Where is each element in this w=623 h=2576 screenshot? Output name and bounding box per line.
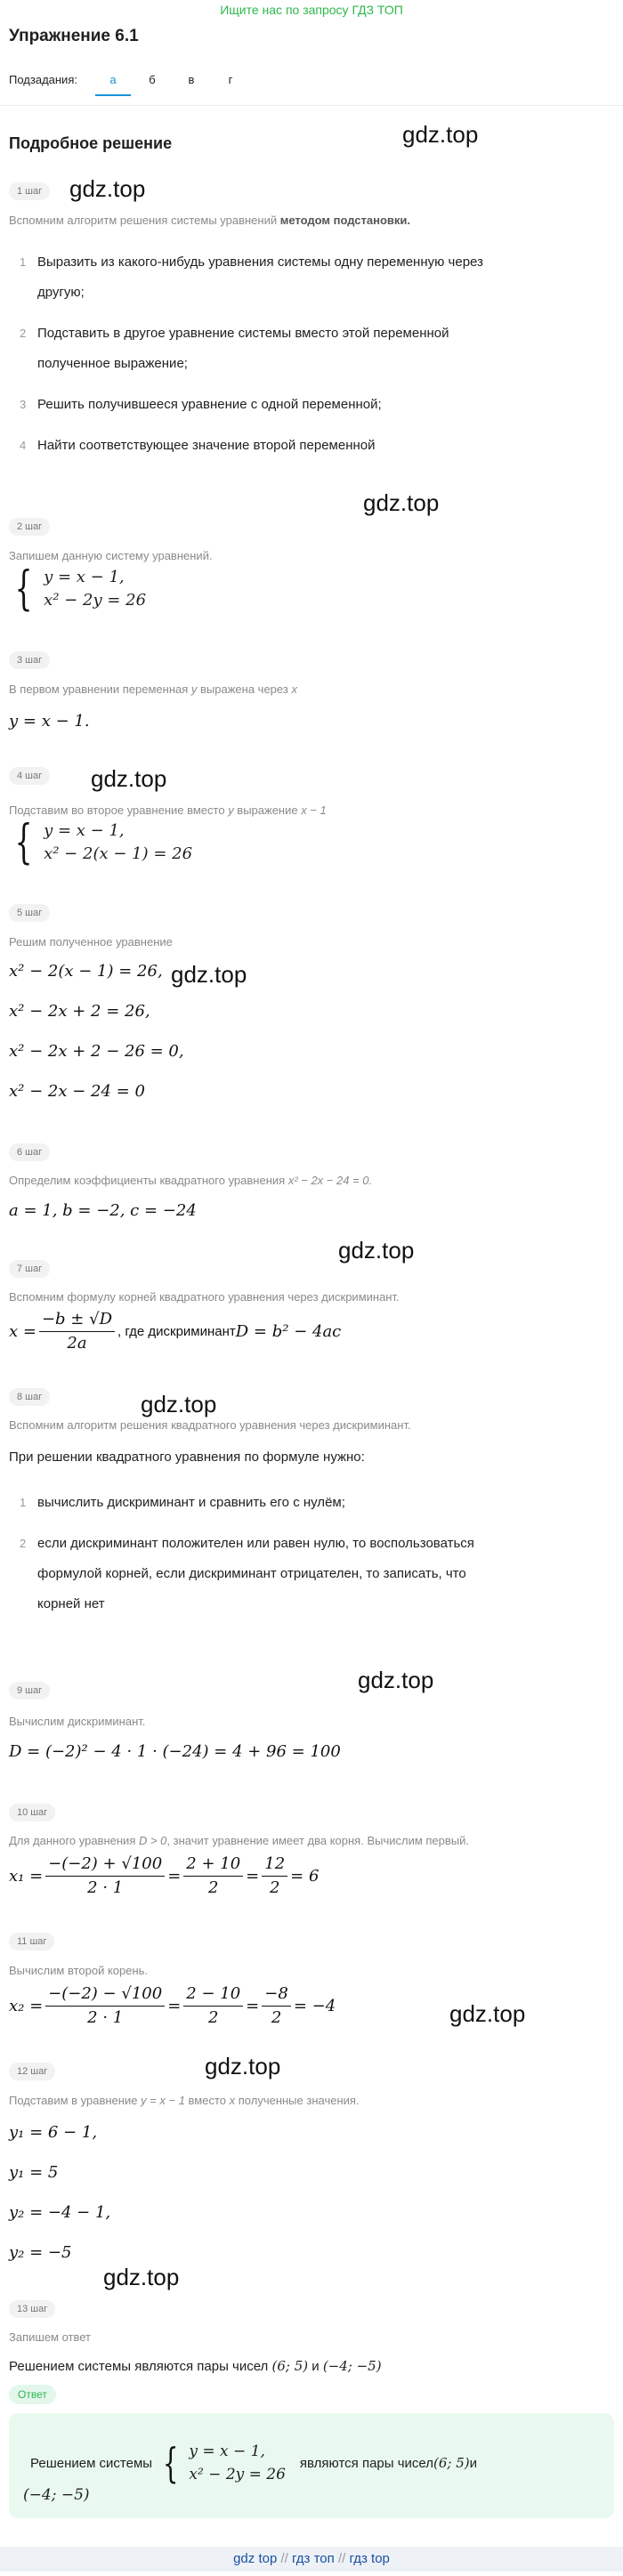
footer-link[interactable]: гдз топ: [292, 2551, 335, 2566]
step-chip: 12 шаг: [9, 2063, 55, 2080]
tabs-divider: [0, 105, 623, 106]
step-note: Запишем данную систему уравнений.: [9, 549, 213, 562]
watermark: gdz.top: [358, 1667, 434, 1693]
list-item: 2 Подставить в другое уравнение системы вместо этой переменной: [20, 326, 449, 341]
final-answer-text: Решением системы являются пары чисел (6; 5) и (−4; −5): [9, 2358, 382, 2374]
search-hint-banner: Ищите нас по запросу ГДЗ ТОП: [220, 3, 403, 17]
tab-b[interactable]: б: [149, 73, 156, 86]
algorithm-intro: При решении квадратного уравнения по формуле нужно:: [9, 1450, 365, 1465]
step-note: Решим полученное уравнение: [9, 935, 173, 949]
list-item: формулой корней, если дискриминант отрицателен, то записать, что: [37, 1566, 466, 1581]
equation: y₂ = −4 − 1,: [9, 2203, 111, 2222]
step-note: Вычислим второй корень.: [9, 1964, 149, 1977]
equation: x² − 2x + 2 = 26,: [9, 1002, 150, 1021]
list-item: 1 вычислить дискриминант и сравнить его с нулём;: [20, 1495, 345, 1510]
step-chip: 11 шаг: [9, 1933, 54, 1950]
list-item: корней нет: [37, 1596, 105, 1611]
subtask-tabs: [9, 73, 250, 86]
list-item: 4 Найти соответствующее значение второй переменной: [20, 438, 376, 453]
footer-link[interactable]: gdz top: [233, 2551, 278, 2566]
equation: y₁ = 5: [9, 2163, 59, 2182]
equation: y₂ = −5: [9, 2243, 72, 2262]
watermark: gdz.top: [91, 765, 167, 792]
step-chip: 2 шаг: [9, 518, 50, 536]
step-note: Вычислим дискриминант.: [9, 1715, 146, 1728]
tab-g[interactable]: г: [228, 73, 233, 86]
watermark: gdz.top: [171, 961, 247, 988]
equation: y₁ = 6 − 1,: [9, 2123, 98, 2142]
step-note: Для данного уравнения D > 0, значит уравнение имеет два корня. Вычислим первый.: [9, 1834, 470, 1847]
footer-links: gdz top // гдз топ // гдз top: [0, 2547, 623, 2572]
equation: x² − 2(x − 1) = 26,: [9, 962, 163, 981]
step-note: Определим коэффициенты квадратного уравнения x² − 2x − 24 = 0.: [9, 1174, 373, 1187]
watermark: gdz.top: [69, 175, 146, 202]
answer-pair-2: (−4; −5): [23, 2486, 90, 2504]
tab-a[interactable]: а: [93, 73, 133, 86]
step-chip: 13 шаг: [9, 2300, 55, 2318]
step-chip: 7 шаг: [9, 1260, 50, 1278]
list-item: полученное выражение;: [37, 356, 188, 371]
answer-line: Решением системы { y = x − 1, x² − 2y = 26 являются пары чисел (6; 5) и: [30, 2439, 478, 2487]
step-note: Вспомним алгоритм решения квадратного уравнения через дискриминант.: [9, 1418, 411, 1432]
list-item: 2 если дискриминант положителен или равен нулю, то воспользоваться: [20, 1536, 474, 1551]
watermark: gdz.top: [402, 121, 479, 148]
equation: x² − 2x + 2 − 26 = 0,: [9, 1042, 184, 1061]
step-chip: 8 шаг: [9, 1388, 50, 1406]
equation: y = x − 1.: [9, 712, 90, 731]
tab-v[interactable]: в: [188, 73, 195, 86]
equation: D = (−2)² − 4 · 1 · (−24) = 4 + 96 = 100: [9, 1742, 341, 1761]
answer-chip: Ответ: [9, 2385, 56, 2404]
step-chip: 10 шаг: [9, 1804, 55, 1821]
list-item: 3 Решить получившееся уравнение с одной переменной;: [20, 397, 382, 412]
step-note: Вспомним алгоритм решения системы уравнений методом подстановки.: [9, 214, 411, 227]
answer-box: [9, 2413, 614, 2518]
list-item: другую;: [37, 285, 85, 300]
page-title: Упражнение 6.1: [9, 27, 139, 45]
watermark: gdz.top: [449, 2000, 526, 2027]
quadratic-formula: x = $\frac{-b \pm √D}{2a}$ , где дискриминант D = b² − 4ac: [9, 1310, 342, 1353]
watermark: gdz.top: [103, 2264, 180, 2290]
step-chip: 1 шаг: [9, 182, 50, 200]
root-x2: x₂ = $\frac{-(-2) - √100}{2 \cdot 1}$ = $\frac{2 - 10}{2}$ = $\frac{-8}{2}$ = −4: [9, 1984, 336, 2027]
step-chip: 5 шаг: [9, 904, 50, 922]
step-chip: 6 шаг: [9, 1143, 50, 1161]
step-note: Подставим в уравнение y = x − 1 вместо x полученные значения.: [9, 2094, 360, 2107]
equation: x² − 2x − 24 = 0: [9, 1082, 145, 1101]
equation-system: { y = x − 1, x² − 2y = 26: [14, 562, 147, 616]
equation: a = 1, b = −2, c = −24: [9, 1201, 197, 1220]
equation-system: { y = x − 1, x² − 2(x − 1) = 26: [14, 816, 193, 869]
footer-link[interactable]: гдз top: [349, 2551, 390, 2566]
solution-heading: Подробное решение: [9, 134, 173, 152]
root-x1: x₁ = $\frac{-(-2) + √100}{2 \cdot 1}$ = $\frac{2 + 10}{2}$ = $\frac{12}{2}$ = 6: [9, 1854, 320, 1897]
step-note: В первом уравнении переменная y выражена через x: [9, 682, 297, 696]
watermark: gdz.top: [363, 489, 440, 516]
step-note: Подставим во второе уравнение вместо y выражение x − 1: [9, 803, 327, 817]
list-item: 1 Выразить из какого-нибудь уравнения системы одну переменную через: [20, 254, 483, 270]
step-chip: 9 шаг: [9, 1682, 50, 1700]
watermark: gdz.top: [205, 2053, 281, 2079]
subtasks-label: Подзадания:: [9, 73, 77, 86]
step-chip: 4 шаг: [9, 767, 50, 785]
watermark: gdz.top: [338, 1237, 415, 1264]
step-chip: 3 шаг: [9, 651, 50, 669]
watermark: gdz.top: [141, 1391, 217, 1417]
step-note: Запишем ответ: [9, 2330, 92, 2344]
step-note: Вспомним формулу корней квадратного уравнения через дискриминант.: [9, 1290, 400, 1304]
